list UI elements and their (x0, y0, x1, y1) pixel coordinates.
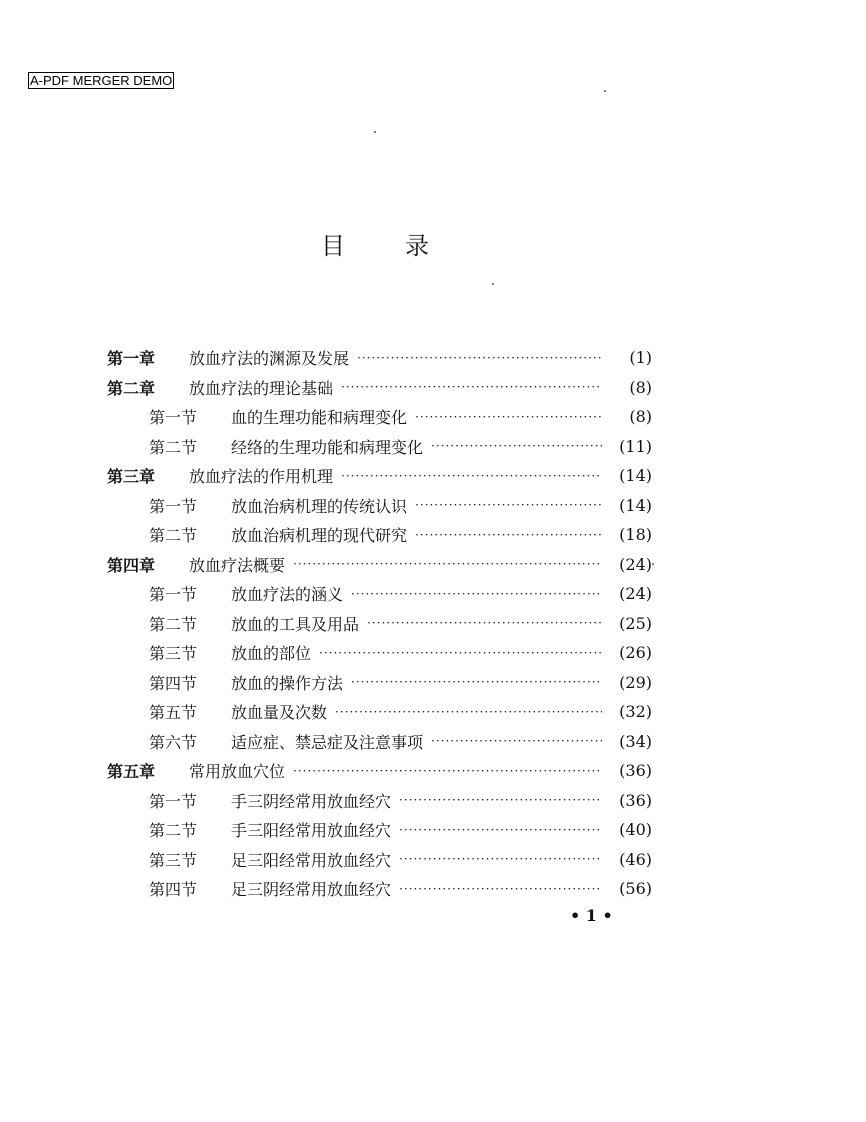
toc-leader-dots (415, 410, 602, 424)
toc-entry-number: 第三章 (107, 467, 156, 487)
scan-speck (652, 563, 654, 565)
title-char-2: 录 (405, 232, 429, 260)
toc-entry-title: 放血量及次数 (231, 703, 328, 723)
toc-entry-number: 第二节 (149, 437, 198, 457)
toc-entry-page: (46) (619, 849, 652, 869)
toc-entry-title: 足三阴经常用放血经穴 (231, 880, 392, 900)
title-char-1: 目 (321, 232, 345, 260)
toc-leader-dots (367, 616, 602, 630)
toc-leader-dots (293, 764, 602, 778)
toc-entry-page: (56) (619, 879, 652, 899)
toc-entry-page: (36) (619, 761, 652, 781)
toc-entry-title: 常用放血穴位 (189, 762, 286, 782)
toc-entry-number: 第六节 (149, 732, 198, 752)
toc-section-row[interactable] (107, 638, 652, 668)
toc-entry-title: 放血疗法的理论基础 (189, 378, 334, 398)
toc-entry-title: 放血疗法的作用机理 (189, 467, 334, 487)
toc-section-row[interactable] (107, 668, 652, 698)
toc-entry-number: 第三节 (149, 850, 198, 870)
toc-entry-page: (24) (619, 554, 652, 574)
toc-entry-title: 放血的部位 (231, 644, 312, 664)
toc-section-row[interactable] (107, 609, 652, 639)
scan-speck (492, 283, 494, 285)
toc-entry-page: (8) (629, 377, 652, 397)
toc-entry-number: 第一节 (149, 791, 198, 811)
toc-section-row[interactable] (107, 845, 652, 875)
table-of-contents (107, 343, 652, 904)
toc-entry-number: 第四节 (149, 673, 198, 693)
toc-entry-number: 第二节 (149, 526, 198, 546)
toc-entry-page: (18) (619, 525, 652, 545)
toc-entry-page: (8) (629, 407, 652, 427)
toc-entry-title: 适应症、禁忌症及注意事项 (231, 732, 424, 752)
toc-section-row[interactable] (107, 815, 652, 845)
toc-entry-page: (11) (619, 436, 652, 456)
toc-leader-dots (351, 675, 602, 689)
toc-entry-number: 第一节 (149, 585, 198, 605)
toc-entry-number: 第四节 (149, 880, 198, 900)
toc-entry-page: (36) (619, 790, 652, 810)
toc-entry-page: (25) (619, 613, 652, 633)
toc-chapter-row[interactable] (107, 461, 652, 491)
toc-section-row[interactable] (107, 520, 652, 550)
toc-entry-page: (14) (619, 466, 652, 486)
toc-entry-title: 放血的工具及用品 (231, 614, 360, 634)
toc-section-row[interactable] (107, 432, 652, 462)
toc-leader-dots (293, 557, 602, 571)
toc-leader-dots (357, 351, 602, 365)
toc-leader-dots (415, 528, 602, 542)
toc-entry-title: 经络的生理功能和病理变化 (231, 437, 424, 457)
toc-entry-page: (32) (619, 702, 652, 722)
toc-section-row[interactable] (107, 402, 652, 432)
toc-leader-dots (341, 380, 602, 394)
toc-entry-number: 第二节 (149, 614, 198, 634)
toc-chapter-row[interactable] (107, 756, 652, 786)
toc-entry-title: 放血的操作方法 (231, 673, 344, 693)
toc-entry-title: 血的生理功能和病理变化 (231, 408, 408, 428)
toc-leader-dots (399, 793, 602, 807)
toc-entry-number: 第二章 (107, 378, 156, 398)
toc-leader-dots (319, 646, 602, 660)
watermark-label: A-PDF MERGER DEMO (30, 73, 173, 88)
page-title (0, 226, 750, 261)
toc-leader-dots (431, 439, 602, 453)
toc-section-row[interactable] (107, 786, 652, 816)
toc-leader-dots (351, 587, 602, 601)
toc-entry-title: 手三阴经常用放血经穴 (231, 791, 392, 811)
toc-entry-number: 第一节 (149, 496, 198, 516)
toc-entry-number: 第三节 (149, 644, 198, 664)
toc-entry-number: 第二节 (149, 821, 198, 841)
toc-entry-title: 放血治病机理的传统认识 (231, 496, 408, 516)
toc-entry-title: 足三阳经常用放血经穴 (231, 850, 392, 870)
toc-leader-dots (399, 882, 602, 896)
toc-entry-title: 放血治病机理的现代研究 (231, 526, 408, 546)
toc-entry-number: 第一章 (107, 349, 156, 369)
toc-chapter-row[interactable] (107, 343, 652, 373)
toc-leader-dots (335, 705, 602, 719)
toc-leader-dots (415, 498, 602, 512)
toc-entry-number: 第五章 (107, 762, 156, 782)
toc-leader-dots (431, 734, 602, 748)
toc-entry-page: (14) (619, 495, 652, 515)
toc-entry-title: 手三阳经常用放血经穴 (231, 821, 392, 841)
toc-section-row[interactable] (107, 697, 652, 727)
toc-entry-page: (40) (619, 820, 652, 840)
scan-speck (374, 131, 376, 133)
toc-leader-dots (399, 823, 602, 837)
toc-leader-dots (341, 469, 602, 483)
toc-entry-number: 第四章 (107, 555, 156, 575)
toc-chapter-row[interactable] (107, 550, 652, 580)
toc-entry-page: (29) (619, 672, 652, 692)
toc-chapter-row[interactable] (107, 373, 652, 403)
toc-entry-number: 第一节 (149, 408, 198, 428)
toc-entry-number: 第五节 (149, 703, 198, 723)
toc-entry-title: 放血疗法的渊源及发展 (189, 349, 350, 369)
toc-leader-dots (399, 852, 602, 866)
page-number: • 1 • (570, 906, 613, 925)
toc-entry-page: (34) (619, 731, 652, 751)
toc-section-row[interactable] (107, 579, 652, 609)
toc-entry-page: (26) (619, 643, 652, 663)
toc-section-row[interactable] (107, 491, 652, 521)
toc-entry-page: (24) (619, 584, 652, 604)
toc-section-row[interactable] (107, 874, 652, 904)
scan-speck (604, 90, 606, 92)
toc-section-row[interactable] (107, 727, 652, 757)
toc-entry-title: 放血疗法概要 (189, 555, 286, 575)
toc-entry-page: (1) (629, 348, 652, 368)
toc-entry-title: 放血疗法的涵义 (231, 585, 344, 605)
